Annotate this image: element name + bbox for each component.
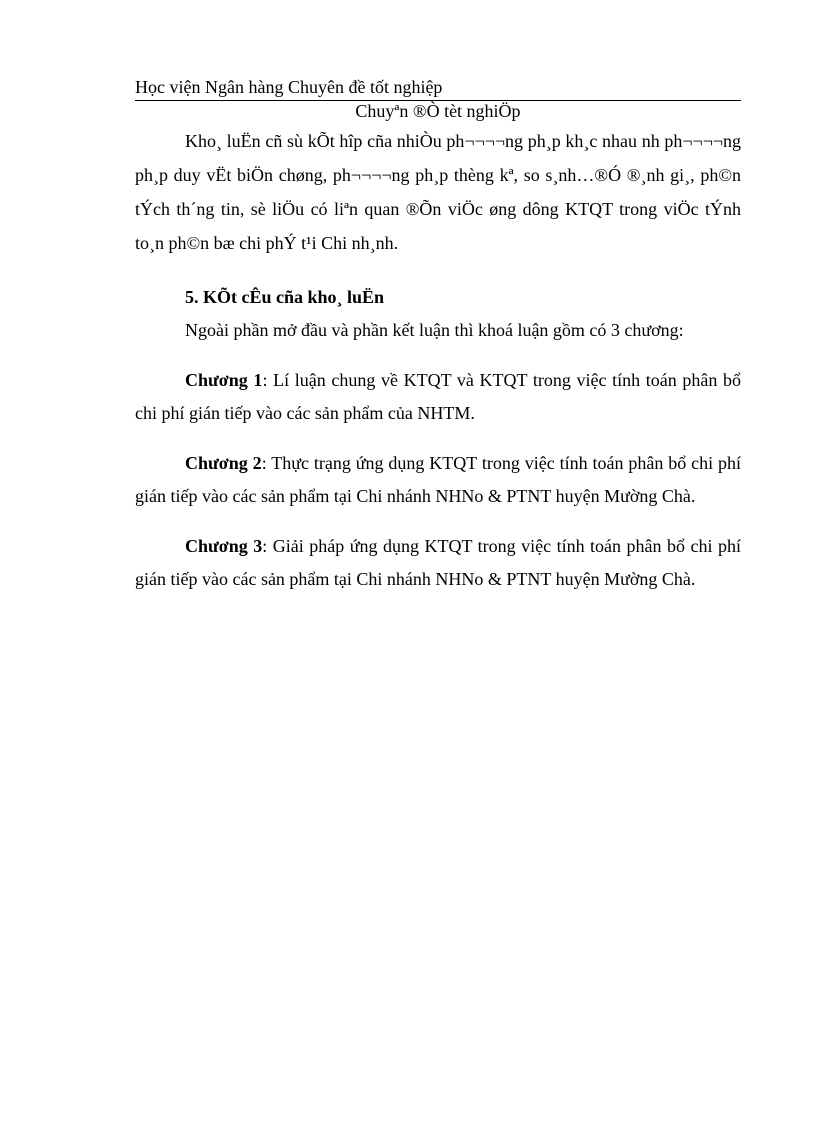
chapter-1-label: Chương 1 (185, 369, 263, 390)
document-body (135, 124, 741, 597)
chapter-3-paragraph (135, 530, 741, 597)
chapter-1-paragraph (135, 364, 741, 431)
section-heading: 5. KÕt cÊu cña kho¸ luËn (185, 287, 385, 307)
section-intro: Ngoài phần mở đầu và phần kết luận thì khoá luận gồm có 3 chương: (185, 320, 684, 340)
page-subheader: Chuyªn ®Ò tèt nghiÖp (355, 101, 521, 121)
chapter-2-text: : Thực trạng ứng dụng KTQT trong việc tính toán phân bổ chi phí gián tiếp vào các sản phẩm tại Chi nhánh NHNo & PTNT huyện Mường Chà. (135, 452, 741, 506)
intro-paragraph: Kho¸ luËn cñ sù kÕt hîp cña nhiÒu ph¬¬¬¬ng ph¸p kh¸c nhau nh ph¬¬¬¬ng ph¸p duy vËt biÖn chøng, ph¬¬¬¬ng ph¸p thèng kª, so s¸nh…®Ó ®¸nh gi¸, ph©n tÝch th´ng tin, sè liÖu có liªn quan ®Õn viÖc øng dông KTQT trong viÖc tÝnh to¸n ph©n bæ chi phÝ t¹i Chi nh¸nh. (135, 131, 741, 253)
chapter-3-label: Chương 3 (185, 535, 263, 556)
chapter-3-text: : Giải pháp ứng dụng KTQT trong việc tính toán phân bổ chi phí gián tiếp vào các sản phẩm tại Chi nhánh NHNo & PTNT huyện Mường Chà. (135, 535, 741, 589)
chapter-1-text: : Lí luận chung về KTQT và KTQT trong việc tính toán phân bổ chi phí gián tiếp vào các sản phẩm của NHTM. (135, 369, 741, 423)
chapter-2-paragraph (135, 447, 741, 514)
page-header: Học viện Ngân hàng Chuyên đề tốt nghiệp (135, 77, 443, 97)
chapter-2-label: Chương 2 (185, 452, 262, 473)
